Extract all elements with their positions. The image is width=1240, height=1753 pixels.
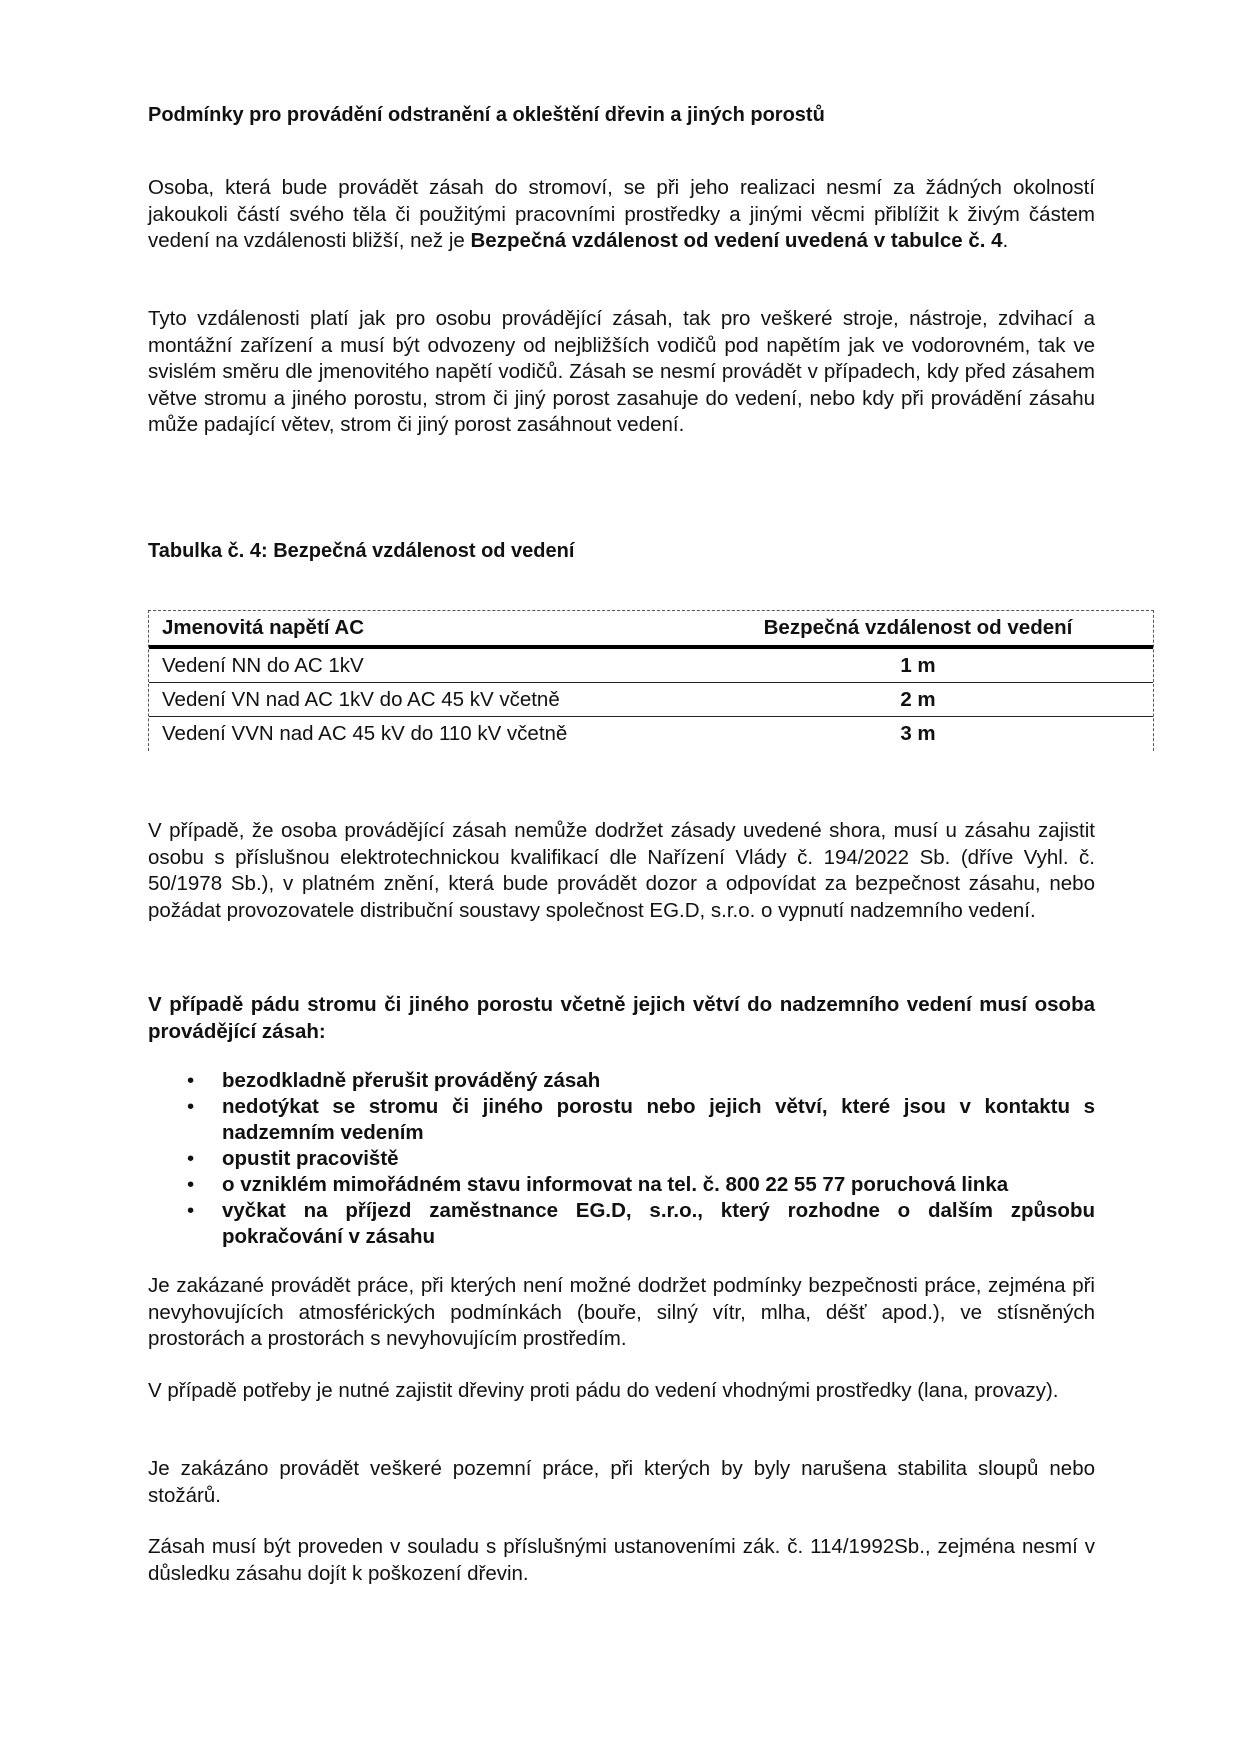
table-row <box>149 647 1153 683</box>
paragraph-forbidden-conditions: Je zakázané provádět práce, při kterých není možné dodržet podmínky bezpečnosti práce, zejména při nevyhovujících atmosférických podmínkách (bouře, silný vítr, mlha, déšť apod.), ve stísněných prostorách a prostorách s nevyhovujícím prostředím. <box>148 1274 1095 1350</box>
paragraph-legal-compliance: Zásah musí být proveden v souladu s příslušnými ustanoveními zák. č. 114/1992Sb., zejména nesmí v důsledku zásahu dojít k poškození dřevin. <box>148 1535 1095 1585</box>
document-title: Podmínky pro provádění odstranění a okleštění dřevin a jiných porostů <box>148 104 825 126</box>
table-cell-voltage: Vedení NN do AC 1kV <box>162 653 364 677</box>
tree-fall-instructions-list <box>148 1068 1095 1250</box>
bullet-icon: • <box>187 1069 195 1092</box>
paragraph-ground-works: Je zakázáno provádět veškeré pozemní práce, při kterých by byly narušena stabilita sloupů nebo stožárů. <box>148 1457 1095 1507</box>
list-item <box>148 1094 1095 1146</box>
table-header-voltage: Jmenovitá napětí AC <box>162 616 365 639</box>
list-item-text: bezodkladně přerušit prováděný zásah <box>222 1069 601 1092</box>
table-row <box>149 717 1153 752</box>
paragraph-intro <box>148 175 1095 255</box>
table-cell-voltage: Vedení VVN nad AC 45 kV do 110 kV včetně <box>162 722 568 745</box>
list-item-text: nedotýkat se stromu či jiného porostu nebo jejich větví, které jsou v kontaktu s nadzemním vedením <box>222 1095 1095 1144</box>
list-item-text: vyčkat na příjezd zaměstnance EG.D, s.r.o., který rozhodne o dalším způsobu pokračování v zásahu <box>222 1199 1095 1248</box>
table-cell-distance: 2 m <box>900 687 936 711</box>
paragraph-secure-trees: V případě potřeby je nutné zajistit dřeviny proti pádu do vedení vhodnými prostředky (lana, provazy). <box>148 1379 1059 1402</box>
bullet-icon: • <box>187 1199 195 1222</box>
paragraph-intro-text: Osoba, která bude provádět zásah do stromoví, se při jeho realizaci nesmí za žádných okolností jakoukoli částí svého těla či použitými pracovními prostředky a jinými věcmi přiblížit k živým částem vedení na vzdálenosti bližší, než je <box>148 176 1095 252</box>
list-item <box>148 1172 1095 1198</box>
safety-distance-table <box>148 610 1154 751</box>
paragraph-qualification: V případě, že osoba provádějící zásah nemůže dodržet zásady uvedené shora, musí u zásahu zajistit osobu s příslušnou elektrotechnickou kvalifikací dle Nařízení Vlády č. 194/2022 Sb. (dříve Vyhl. č. 50/1978 Sb.), v platném znění, která bude provádět dozor a odpovídat za bezpečnost zásahu, nebo požádat provozovatele distribuční soustavy společnost EG.D, s.r.o. o vypnutí nadzemního vedení. <box>148 819 1095 922</box>
paragraph-intro-end: . <box>1002 229 1009 252</box>
paragraph-tree-fall-heading: V případě pádu stromu či jiného porostu včetně jejich větví do nadzemního vedení musí osoba provádějící zásah: <box>148 993 1095 1043</box>
table-row <box>149 683 1153 717</box>
table-cell-voltage: Vedení VN nad AC 1kV do AC 45 kV včetně <box>162 687 560 711</box>
bullet-icon: • <box>187 1173 195 1196</box>
paragraph-intro-bold: Bezpečná vzdálenost od vedení uvedená v tabulce č. 4 <box>470 229 1003 252</box>
list-item <box>148 1146 1095 1172</box>
table-caption: Tabulka č. 4: Bezpečná vzdálenost od vedení <box>148 540 575 562</box>
list-item-text: o vzniklém mimořádném stavu informovat na tel. č. 800 22 55 77 poruchová linka <box>222 1173 1009 1196</box>
table-header-distance: Bezpečná vzdálenost od vedení <box>763 616 1073 639</box>
list-item <box>148 1068 1095 1094</box>
table-cell-distance: 3 m <box>900 722 936 745</box>
table-header-row <box>149 611 1153 647</box>
bullet-icon: • <box>187 1147 195 1170</box>
table-cell-distance: 1 m <box>900 653 936 677</box>
list-item-text: opustit pracoviště <box>222 1147 399 1170</box>
paragraph-distances: Tyto vzdálenosti platí jak pro osobu provádějící zásah, tak pro veškeré stroje, nástroje, zdvihací a montážní zařízení a musí být odvozeny od nejbližších vodičů pod napětím jak ve vodorovném, tak ve svislém směru dle jmenovitého napětí vodičů. Zásah se nesmí provádět v případech, kdy před zásahem větve stromu a jiného porostu, strom či jiný porost zasahuje do vedení, nebo kdy při provádění zásahu může padající větev, strom či jiný porost zasáhnout vedení. <box>148 307 1095 436</box>
list-item <box>148 1198 1095 1250</box>
bullet-icon: • <box>187 1095 195 1118</box>
